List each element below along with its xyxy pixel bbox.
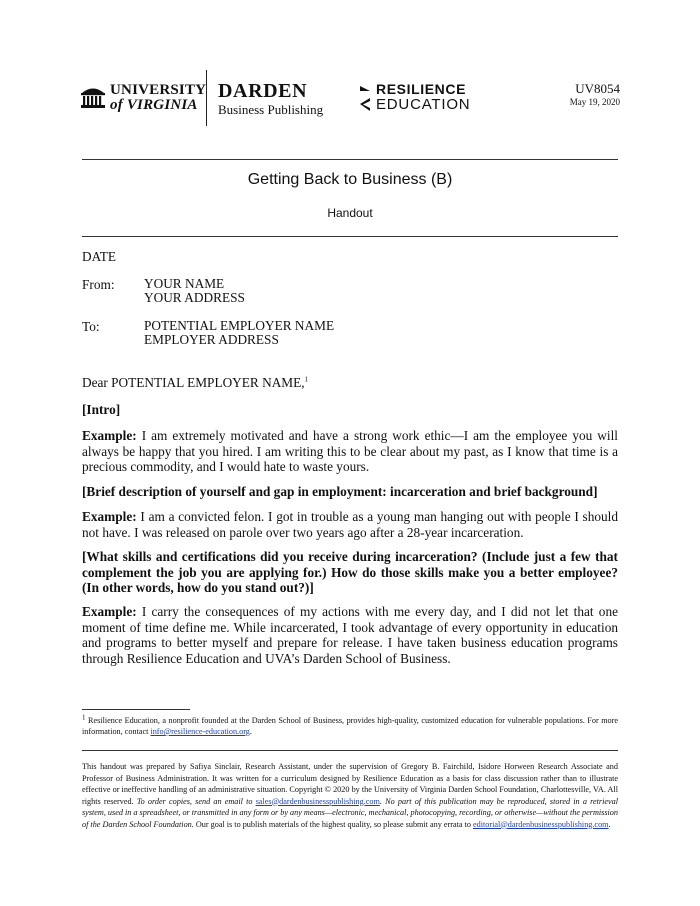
example-label: Example: bbox=[82, 509, 137, 524]
credit-italic-1: To order copies, send an email to bbox=[136, 796, 253, 806]
rotunda-icon bbox=[80, 84, 106, 110]
footnote-email-link[interactable]: info@resilience-education.org bbox=[150, 727, 250, 736]
credit-note bbox=[82, 761, 618, 830]
gap-heading: [Brief description of yourself and gap in employment: incarceration and brief background] bbox=[82, 484, 598, 499]
resilience-wordmark-line2: EDUCATION bbox=[376, 96, 471, 113]
footnote-text: Resilience Education, a nonprofit founded at the Darden School of Business, provides high-quality, customized education for vulnerable populations. For more information, contact bbox=[82, 716, 619, 736]
header-rule bbox=[82, 159, 618, 160]
footnote-mark: 1 bbox=[82, 713, 86, 722]
skills-text: I carry the consequences of my actions with me every day, and I did not let that one moment of time define me. While incarcerated, I took advantage of every opportunity in education and programs to better myself and prepare for release. I have taken business education programs through Resilience Education and UVA’s Darden School of Business. bbox=[82, 604, 619, 666]
credit-rule bbox=[82, 750, 618, 751]
example-label: Example: bbox=[82, 428, 137, 443]
to-label: To: bbox=[82, 319, 100, 334]
resilience-logo bbox=[358, 82, 478, 116]
page-subtitle: Handout bbox=[327, 206, 373, 220]
document-id-block bbox=[570, 82, 620, 108]
skills-heading: [What skills and certifications did you receive during incarceration? (Include just a few that complement the job you are applying for.) How do those skills make you a better employee? (In other words, how do you stand out?)] bbox=[82, 549, 618, 595]
intro-paragraph bbox=[82, 428, 618, 475]
title-rule bbox=[82, 236, 618, 237]
logo-divider bbox=[206, 70, 207, 126]
example-label: Example: bbox=[82, 604, 137, 619]
to-name: POTENTIAL EMPLOYER NAME bbox=[144, 318, 335, 333]
letter-date: DATE bbox=[82, 249, 116, 264]
document-date: May 19, 2020 bbox=[569, 97, 620, 107]
salutation bbox=[82, 375, 308, 390]
darden-logo bbox=[218, 80, 323, 118]
from-address: YOUR ADDRESS bbox=[144, 290, 245, 305]
darden-wordmark: DARDEN bbox=[218, 80, 308, 102]
salutation-text: Dear POTENTIAL EMPLOYER NAME, bbox=[82, 375, 305, 390]
editorial-email-link[interactable]: editorial@dardenbusinesspublishing.com bbox=[472, 819, 609, 829]
page-title: Getting Back to Business (B) bbox=[247, 171, 453, 188]
credit-end: . bbox=[608, 819, 611, 829]
sales-email-link[interactable]: sales@dardenbusinesspublishing.com bbox=[255, 796, 380, 806]
footnote-end: . bbox=[249, 727, 252, 736]
credit-italic-2: . No part of this publication may be reproduced, stored in a retrieval system, used in a spreadsheet, or transmitted in any form or by any means—electronic, mechanical, photocopying, recording, or otherwise—without the permission of the Darden School Foundation. bbox=[82, 796, 619, 829]
credit-text-2: Our goal is to publish materials of the highest quality, so please submit any errata to bbox=[195, 819, 471, 829]
resilience-wordmark-line1: RESILIENCE bbox=[376, 81, 467, 97]
footnote-rule bbox=[82, 709, 190, 710]
gap-text: I am a convicted felon. I got in trouble as a young man hanging out with people I should not have. I was released on parole over two years ago after a 28-year incarceration. bbox=[82, 509, 618, 540]
document-code: UV8054 bbox=[575, 81, 620, 96]
uva-name-line2: of VIRGINIA bbox=[110, 97, 198, 113]
darden-tagline: Business Publishing bbox=[218, 102, 324, 117]
uva-logo bbox=[80, 82, 207, 116]
from-name: YOUR NAME bbox=[144, 276, 225, 291]
footnote bbox=[82, 715, 618, 737]
to-address: EMPLOYER ADDRESS bbox=[144, 332, 279, 347]
skills-paragraph bbox=[82, 604, 618, 666]
from-label: From: bbox=[82, 277, 115, 292]
uva-name-line1: UNIVERSITY bbox=[110, 82, 207, 98]
gap-paragraph bbox=[82, 509, 618, 540]
credit-text-1: This handout was prepared by Safiya Sinclair, Research Assistant, under the supervision of Gregory B. Fairchild, Isidore Horween Research Associate and Professor of Business Administration. It was written for a curriculum designed by Resilience Education as a basis for class discussion rather than to illustrate effective or ineffective handling of an administrative situation. Copyright © 2020 by the University of Virginia Darden School Foundation, Charlottesville, VA. All rights reserved. bbox=[82, 762, 618, 806]
intro-text: I am extremely motivated and have a strong work ethic—I am the employee you will always be happy that you hired. I am writing this to be clear about my past, as I know that time is a precious commodity, and I would hate to waste yours. bbox=[82, 428, 618, 474]
page-header bbox=[80, 70, 620, 130]
intro-heading: [Intro] bbox=[82, 402, 121, 417]
footnote-ref: 1 bbox=[304, 375, 309, 384]
resilience-arrow-icon bbox=[358, 84, 372, 112]
